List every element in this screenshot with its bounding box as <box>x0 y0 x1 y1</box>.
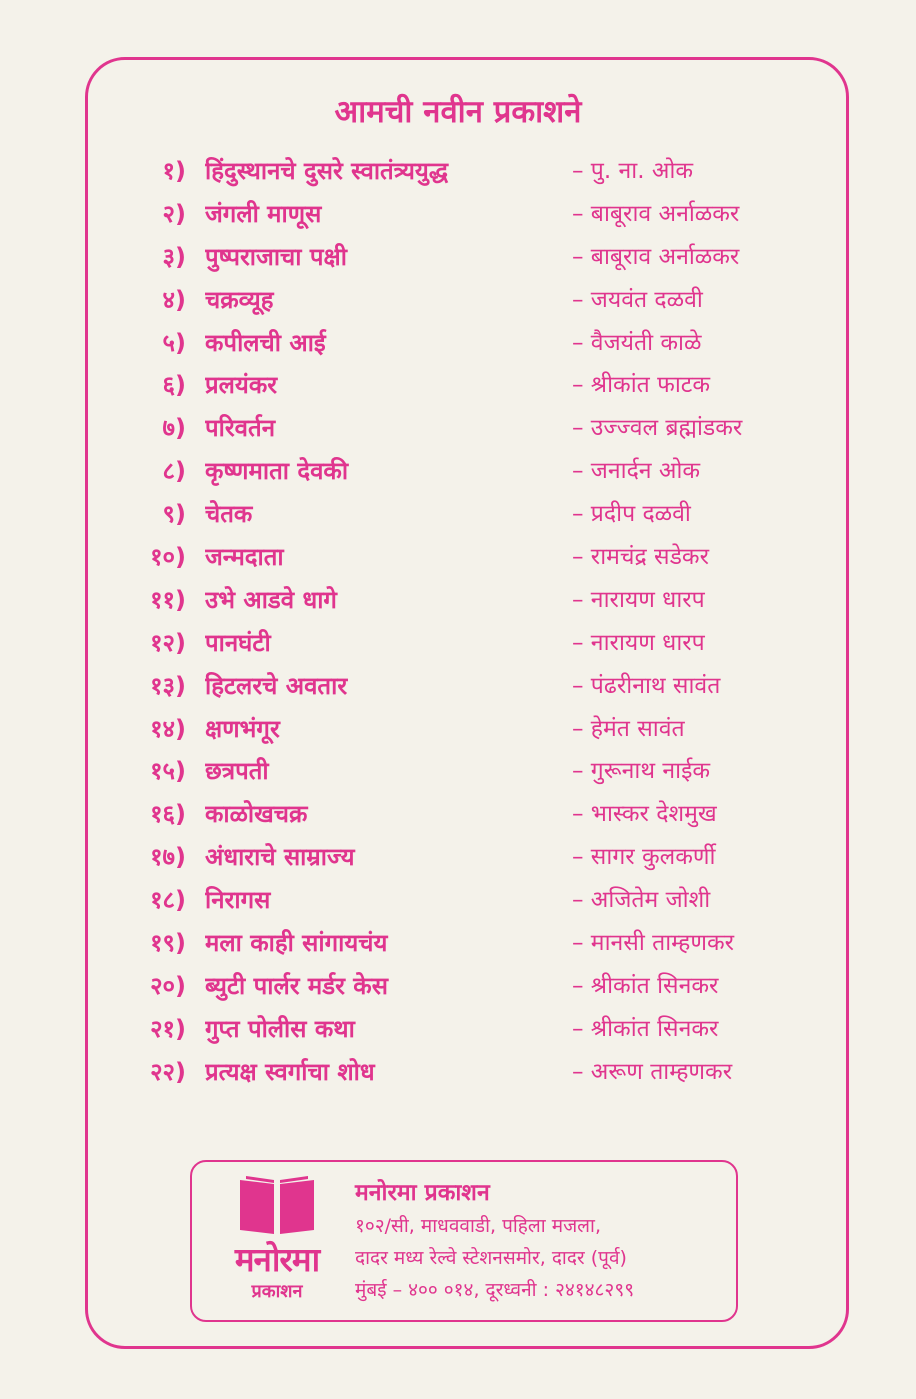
book-number: ३) <box>162 242 186 271</box>
book-number: १०) <box>150 543 186 572</box>
book-number: १६) <box>150 800 186 829</box>
book-author: – वैजयंती काळे <box>572 329 702 356</box>
book-author: – अरूण ताम्हणकर <box>572 1058 733 1085</box>
list-item <box>0 536 916 579</box>
book-author: – पु. ना. ओक <box>572 158 694 184</box>
book-number: २) <box>162 199 186 228</box>
book-title: निरागस <box>205 886 271 915</box>
book-title: गुप्त पोलीस कथा <box>205 1014 355 1043</box>
book-title: चक्रव्यूह <box>205 285 274 314</box>
book-author: – श्रीकांत सिनकर <box>572 972 719 999</box>
book-author: – रामचंद्र सडेकर <box>572 544 709 571</box>
book-author: – बाबूराव अर्नाळकर <box>572 243 740 270</box>
book-number: १३) <box>150 671 186 700</box>
book-number: ८) <box>162 457 186 486</box>
book-author: – गुरूनाथ नाईक <box>572 758 711 785</box>
book-number: १९) <box>150 929 186 958</box>
book-title: पुष्पराजाचा पक्षी <box>205 242 347 271</box>
list-item <box>0 279 916 322</box>
book-number: ४) <box>162 285 186 314</box>
book-number: १८) <box>150 886 186 915</box>
publisher-box <box>190 1160 738 1322</box>
book-title: काळोखचक्र <box>205 800 308 829</box>
book-title: छत्रपती <box>205 757 269 786</box>
book-number: २२) <box>150 1057 186 1086</box>
book-number: १२) <box>150 628 186 657</box>
book-number: १५) <box>150 757 186 786</box>
open-book-icon <box>236 1174 318 1238</box>
book-author: – मानसी ताम्हणकर <box>572 930 735 957</box>
list-item <box>0 965 916 1008</box>
logo-subtitle: प्रकाशन <box>251 1281 303 1302</box>
book-author: – उज्ज्वल ब्रह्मांडकर <box>572 415 743 442</box>
publisher-logo <box>212 1174 342 1310</box>
list-item <box>0 793 916 836</box>
book-author: – पंढरीनाथ सावंत <box>572 672 721 699</box>
list-item <box>0 150 916 193</box>
book-title: उभे आडवे धागे <box>205 585 337 614</box>
book-number: १) <box>162 157 186 185</box>
book-author: – जयवंत दळवी <box>572 286 703 313</box>
book-author: – हेमंत सावंत <box>572 715 685 742</box>
book-title: जन्मदाता <box>205 543 284 572</box>
book-title: चेतक <box>205 500 253 529</box>
book-title: परिवर्तन <box>205 414 276 443</box>
list-item <box>0 879 916 922</box>
book-title: हिटलरचे अवतार <box>205 671 348 700</box>
book-title: अंधाराचे साम्राज्य <box>205 843 355 872</box>
list-item <box>0 450 916 493</box>
book-number: ६) <box>162 371 186 400</box>
book-author: – नारायण धारप <box>572 586 705 613</box>
book-author: – सागर कुलकर्णी <box>572 844 716 871</box>
book-title: कपीलची आई <box>205 328 326 357</box>
publisher-name: मनोरमा प्रकाशन <box>355 1180 490 1206</box>
book-title: हिंदुस्थानचे दुसरे स्वातंत्र्ययुद्ध <box>205 157 449 185</box>
book-title: ब्युटी पार्लर मर्डर केस <box>205 971 388 1000</box>
book-list <box>0 150 916 1094</box>
book-title: मला काही सांगायचंय <box>205 929 388 958</box>
list-item <box>0 708 916 751</box>
book-title: कृष्णमाता देवकी <box>205 457 349 486</box>
list-item <box>0 322 916 365</box>
address-line-2: दादर मध्य रेल्वे स्टेशनसमोर, दादर (पूर्व) <box>355 1247 627 1269</box>
list-item <box>0 493 916 536</box>
book-author: – श्रीकांत सिनकर <box>572 1015 719 1042</box>
book-number: ११) <box>150 585 186 614</box>
book-number: २१) <box>150 1014 186 1043</box>
address-line-3: मुंबई – ४०० ०१४, दूरध्वनी : २४१४८२९९ <box>355 1279 635 1301</box>
book-number: १७) <box>150 843 186 872</box>
book-author: – श्रीकांत फाटक <box>572 372 711 399</box>
book-author: – बाबूराव अर्नाळकर <box>572 200 740 227</box>
list-item <box>0 836 916 879</box>
logo-name: मनोरमा <box>234 1240 320 1279</box>
book-number: ७) <box>162 414 186 443</box>
list-item <box>0 750 916 793</box>
list-item <box>0 364 916 407</box>
address-line-1: १०२/सी, माधववाडी, पहिला मजला, <box>355 1215 602 1237</box>
book-title: प्रत्यक्ष स्वर्गाचा शोध <box>205 1057 375 1086</box>
book-author: – अजितेम जोशी <box>572 887 711 914</box>
book-author: – जनार्दन ओक <box>572 458 701 485</box>
list-item <box>0 407 916 450</box>
book-title: प्रलयंकर <box>205 371 278 400</box>
book-number: १४) <box>150 714 186 743</box>
book-number: २०) <box>150 971 186 1000</box>
book-author: – नारायण धारप <box>572 629 705 656</box>
book-number: ५) <box>162 328 186 357</box>
book-title: जंगली माणूस <box>205 199 322 228</box>
publisher-details <box>355 1176 733 1306</box>
page-title: आमची नवीन प्रकाशने <box>334 94 582 130</box>
list-item <box>0 579 916 622</box>
book-title: पानघंटी <box>205 628 271 657</box>
list-item <box>0 236 916 279</box>
list-item <box>0 193 916 236</box>
list-item <box>0 1008 916 1051</box>
book-title: क्षणभंगूर <box>205 714 280 743</box>
list-item <box>0 665 916 708</box>
book-author: – भास्कर देशमुख <box>572 801 717 828</box>
list-item <box>0 622 916 665</box>
book-number: ९) <box>162 500 186 529</box>
book-author: – प्रदीप दळवी <box>572 501 691 528</box>
list-item <box>0 922 916 965</box>
list-item <box>0 1051 916 1094</box>
